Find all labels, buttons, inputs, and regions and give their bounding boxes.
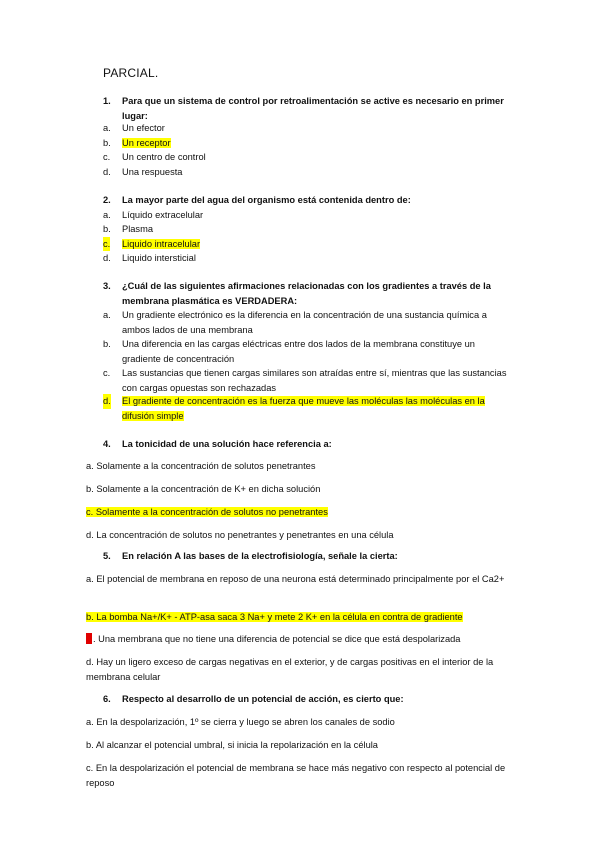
q1-option-c: [103, 150, 515, 165]
highlighted-answer: c. Solamente a la concentración de solutos no penetrantes: [86, 507, 328, 517]
q5-option-c: [86, 632, 516, 647]
option-text-span: Una respuesta: [122, 166, 183, 177]
option-text: [122, 136, 515, 151]
option-text: [122, 237, 515, 252]
option-text-span: . Una membrana que no tiene una diferencia de potencial se dice que está despolarizada: [93, 634, 461, 644]
q3-option-b: [103, 337, 515, 366]
option-letter: a.: [103, 123, 111, 133]
page-title: PARCIAL.: [103, 66, 159, 80]
option-text: [122, 121, 515, 136]
q5-option-b: [86, 610, 516, 625]
option-text: [122, 251, 515, 266]
option-letter: c.: [103, 368, 111, 378]
option-letter: d.: [103, 394, 111, 409]
highlighted-answer: b. La bomba Na+/K+ - ATP-asa saca 3 Na+ y mete 2 K+ en la célula en contra de gradiente: [86, 612, 463, 622]
option-text: [122, 165, 515, 180]
option-text-span: Las sustancias que tienen cargas similares son atraídas entre sí, mientras que las sustancias con cargas opuestas son rechazadas: [122, 368, 507, 393]
option-text-span: Una diferencia en las cargas eléctricas entre dos lados de la membrana constituye un gradiente de concentración: [122, 339, 475, 364]
question-6: [103, 692, 515, 706]
q6-option-b: b. Al alcanzar el potencial umbral, si inicia la repolarización en la célula: [86, 740, 378, 750]
q2-option-d: [103, 251, 515, 266]
question-2: [103, 193, 515, 208]
question-text: Respecto al desarrollo de un potencial de acción, es cierto que:: [122, 694, 404, 704]
option-letter: d.: [103, 253, 111, 263]
option-text-span: Liquido intersticial: [122, 253, 196, 263]
option-letter: c.: [103, 152, 111, 162]
q5-option-a: a. El potencial de membrana en reposo de una neurona está determinado principalmente por el Ca2+: [86, 574, 505, 584]
option-text: [122, 308, 515, 337]
q3-option-a: [103, 308, 515, 337]
q1-option-a: [103, 121, 515, 136]
question-number: 2.: [103, 195, 111, 205]
option-text: [122, 366, 515, 395]
question-5: [103, 549, 515, 563]
question-4: [103, 437, 515, 451]
highlighted-answer: Un receptor: [122, 137, 171, 148]
option-letter: b.: [103, 224, 111, 234]
red-highlight-marker: [86, 633, 92, 644]
option-text: [122, 208, 515, 223]
question-text: La tonicidad de una solución hace referencia a:: [122, 439, 332, 449]
q2-option-b: [103, 222, 515, 237]
option-text-span: Plasma: [122, 224, 154, 234]
question-number: 1.: [103, 96, 111, 106]
q6-option-a: a. En la despolarización, 1º se cierra y luego se abren los canales de sodio: [86, 717, 395, 727]
q2-option-a: [103, 208, 515, 223]
q4-option-b: b. Solamente a la concentración de K+ en dicha solución: [86, 484, 321, 494]
q2-option-c: [103, 237, 515, 252]
question-text: La mayor parte del agua del organismo está contenida dentro de:: [122, 195, 411, 205]
option-text: [122, 337, 515, 366]
question-number: 3.: [103, 281, 111, 291]
question-1: [103, 94, 515, 123]
q6-option-c: c. En la despolarización el potencial de membrana se hace más negativo con respecto al potencial de reposo: [86, 763, 506, 788]
option-text: [122, 150, 515, 165]
option-text-span: Líquido extracelular: [122, 209, 204, 220]
option-text-span: Un centro de control: [122, 152, 206, 162]
option-letter: b.: [103, 137, 111, 148]
question-text: ¿Cuál de las siguientes afirmaciones relacionadas con los gradientes a través de la membrana plasmática es VERDADERA:: [122, 281, 491, 306]
q4-option-d: d. La concentración de solutos no penetrantes y penetrantes en una célula: [86, 530, 394, 540]
option-letter: a.: [103, 209, 111, 220]
highlighted-answer: Liquido intracelular: [122, 238, 201, 249]
option-letter: c.: [103, 237, 110, 252]
question-number: 6.: [103, 694, 111, 704]
option-letter: b.: [103, 339, 111, 349]
q3-option-c: [103, 366, 515, 395]
q1-option-b: [103, 136, 515, 151]
question-text: En relación A las bases de la electrofisiología, señale la cierta:: [122, 551, 398, 561]
q4-option-a: a. Solamente a la concentración de solutos penetrantes: [86, 461, 316, 471]
q5-option-d: d. Hay un ligero exceso de cargas negativas en el exterior, y de cargas positivas en el interior de la membrana celular: [86, 657, 494, 682]
question-text: Para que un sistema de control por retroalimentación se active es necesario en primer lugar:: [122, 96, 504, 121]
option-letter: d.: [103, 166, 111, 177]
option-text: [122, 394, 515, 423]
option-text: [122, 222, 515, 237]
option-text-span: Un gradiente electrónico es la diferencia en la concentración de una sustancia química a ambos lados de una membrana: [122, 310, 487, 335]
option-letter: a.: [103, 310, 111, 320]
q3-option-d: [103, 394, 515, 423]
option-text-span: Un efector: [122, 123, 165, 133]
question-3: [103, 279, 515, 308]
question-number: 5.: [103, 551, 111, 561]
q4-option-c: [86, 505, 516, 520]
highlighted-answer: El gradiente de concentración es la fuerza que mueve las moléculas las moléculas en la difusión simple: [122, 396, 485, 421]
q1-option-d: [103, 165, 515, 180]
question-number: 4.: [103, 439, 111, 449]
